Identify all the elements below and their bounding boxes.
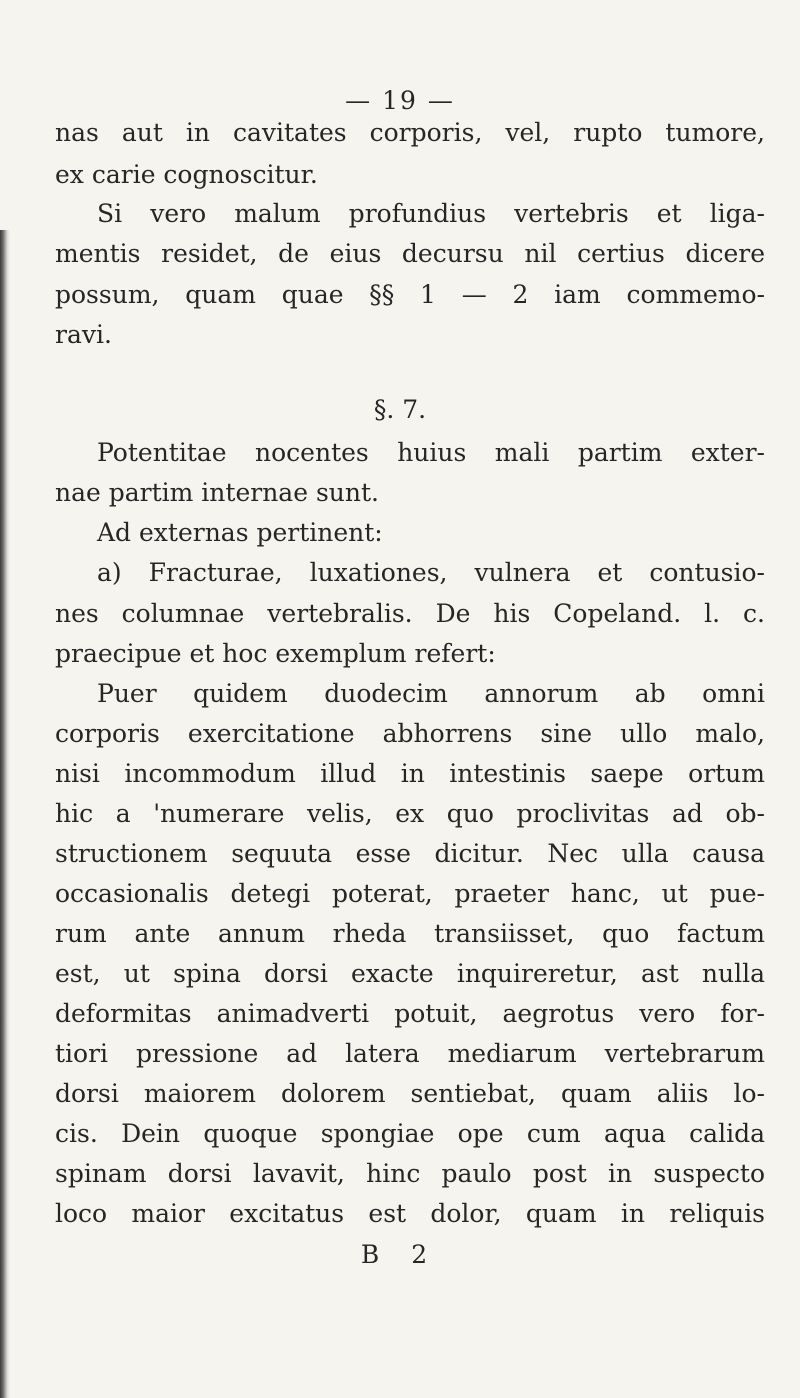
signature-mark: B 2 [360,1240,440,1269]
text-line: nisi incommodum illud in intestinis saepe ortum [55,759,765,788]
text-line: possum, quam quae §§ 1 — 2 iam commemo- [55,280,765,309]
text-line: nae partim internae sunt. [55,478,379,507]
text-line: est, ut spina dorsi exacte inquireretur, ast nulla [55,959,765,988]
text-line: cis. Dein quoque spongiae ope cum aqua calida [55,1119,765,1148]
text-line: nas aut in cavitates corporis, vel, rupto tumore, [55,118,765,147]
text-line: Potentitae nocentes huius mali partim exter- [97,438,765,467]
text-line: nes columnae vertebralis. De his Copeland. l. c. [55,599,765,628]
page-number: — 19 — [345,86,455,115]
text-line: spinam dorsi lavavit, hinc paulo post in suspecto [55,1159,765,1188]
text-line: rum ante annum rheda transiisset, quo factum [55,919,765,948]
text-line: Puer quidem duodecim annorum ab omni [97,679,765,708]
paragraph-4: Ad externas pertinent: [97,518,383,547]
text-line: praecipue et hoc exemplum refert: [55,639,496,668]
text-line: ravi. [55,320,112,349]
text-line: dorsi maiorem dolorem sentiebat, quam aliis lo- [55,1079,765,1108]
section-heading: §. 7. [373,395,427,424]
text-line: corporis exercitatione abhorrens sine ullo malo, [55,719,765,748]
text-line: loco maior excitatus est dolor, quam in reliquis [55,1199,765,1228]
text-line: hic a 'numerare velis, ex quo proclivitas ad ob- [55,799,765,828]
text-line: tiori pressione ad latera mediarum vertebrarum [55,1039,765,1068]
text-line: a) Fracturae, luxationes, vulnera et contusio- [97,558,765,587]
text-line: structionem sequuta esse dicitur. Nec ulla causa [55,839,765,868]
text-line: mentis residet, de eius decursu nil certius dicere [55,239,765,268]
text-line: Si vero malum profundius vertebris et liga- [97,199,765,228]
text-line: deformitas animadverti potuit, aegrotus vero for- [55,999,765,1028]
text-line: occasionalis detegi poterat, praeter hanc, ut pue- [55,879,765,908]
text-line: ex carie cognoscitur. [55,160,318,189]
